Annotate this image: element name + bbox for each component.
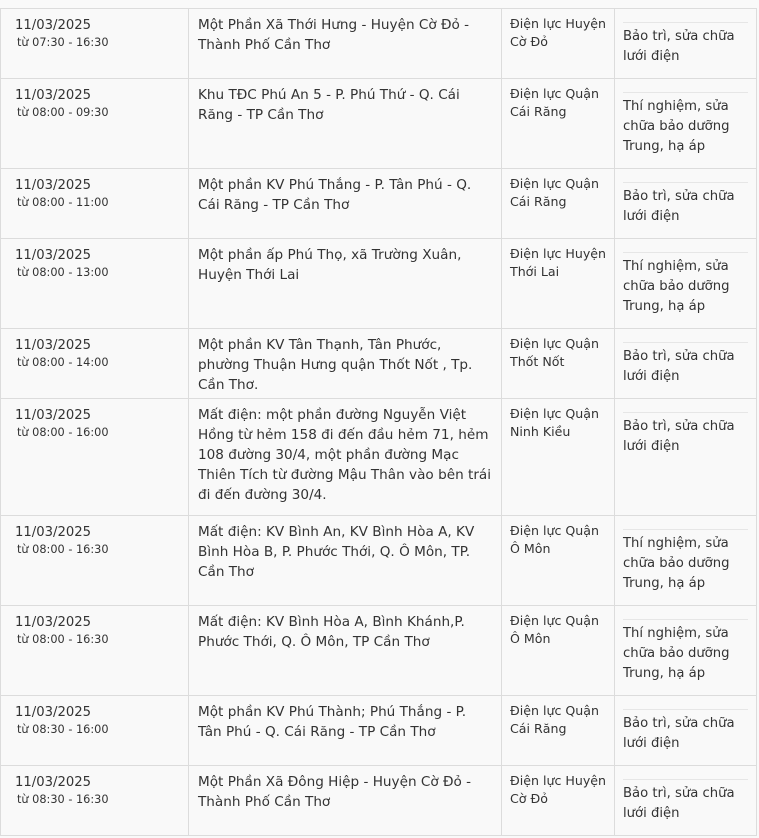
date-cell xyxy=(1,516,189,606)
outage-date: 11/03/2025 xyxy=(15,408,92,423)
outage-date: 11/03/2025 xyxy=(15,525,92,540)
outage-date: 11/03/2025 xyxy=(15,615,92,630)
outage-area: Mất điện: KV Bình Hòa A, Bình Khánh,P. Phước Thới, Q. Ô Môn, TP Cần Thơ xyxy=(198,614,465,650)
table-row xyxy=(1,169,757,239)
outage-reason: Thí nghiệm, sửa chữa bảo dưỡng Trung, hạ áp xyxy=(623,259,730,314)
reason-cell xyxy=(615,9,757,79)
outage-date: 11/03/2025 xyxy=(15,775,92,790)
unit-cell xyxy=(502,239,615,329)
outage-date: 11/03/2025 xyxy=(15,178,92,193)
area-cell xyxy=(189,9,502,79)
power-unit: Điện lực Huyện Cờ Đỏ xyxy=(510,16,607,49)
outage-time: từ 08:00 - 09:30 xyxy=(17,106,109,119)
reason-divider xyxy=(623,252,748,253)
date-cell xyxy=(1,79,189,169)
power-unit: Điện lực Huyện Cờ Đỏ xyxy=(510,773,607,806)
table-row xyxy=(1,696,757,766)
reason-cell xyxy=(615,79,757,169)
unit-cell xyxy=(502,766,615,836)
area-cell xyxy=(189,239,502,329)
outage-time: từ 07:30 - 16:30 xyxy=(17,36,109,49)
reason-divider xyxy=(623,342,748,343)
reason-divider xyxy=(623,709,748,710)
outage-reason: Bảo trì, sửa chữa lưới điện xyxy=(623,786,735,821)
reason-cell xyxy=(615,169,757,239)
outage-date: 11/03/2025 xyxy=(15,18,92,33)
reason-divider xyxy=(623,779,748,780)
power-unit: Điện lực Quận Ô Môn xyxy=(510,523,599,556)
outage-area: Một phần KV Phú Thắng - P. Tân Phú - Q. Cái Răng - TP Cần Thơ xyxy=(198,177,472,213)
date-cell xyxy=(1,169,189,239)
outage-reason: Thí nghiệm, sửa chữa bảo dưỡng Trung, hạ áp xyxy=(623,536,730,591)
outage-area: Một phần ấp Phú Thọ, xã Trường Xuân, Huyện Thới Lai xyxy=(198,247,462,283)
outage-reason: Bảo trì, sửa chữa lưới điện xyxy=(623,419,735,454)
reason-divider xyxy=(623,412,748,413)
unit-cell xyxy=(502,9,615,79)
outage-date: 11/03/2025 xyxy=(15,88,92,103)
area-cell xyxy=(189,766,502,836)
unit-cell xyxy=(502,516,615,606)
reason-divider xyxy=(623,92,748,93)
outage-time: từ 08:00 - 16:30 xyxy=(17,543,109,556)
table-row xyxy=(1,239,757,329)
date-cell xyxy=(1,399,189,516)
area-cell xyxy=(189,696,502,766)
power-unit: Điện lực Quận Cái Răng xyxy=(510,703,599,736)
area-cell xyxy=(189,399,502,516)
reason-cell xyxy=(615,766,757,836)
reason-divider xyxy=(623,529,748,530)
reason-cell xyxy=(615,696,757,766)
outage-time: từ 08:00 - 13:00 xyxy=(17,266,109,279)
reason-cell xyxy=(615,329,757,399)
outage-area: Khu TĐC Phú An 5 - P. Phú Thứ - Q. Cái Răng - TP Cần Thơ xyxy=(198,87,460,123)
outage-area: Mất điện: một phần đường Nguyễn Việt Hồng từ hẻm 158 đi đến đầu hẻm 71, hẻm 108 đường 30/4, một phần đường Mạc Thiên Tích từ đường Mậu Thân vào bên trái đi đến đường 30/4. xyxy=(198,407,492,503)
outage-time: từ 08:00 - 11:00 xyxy=(17,196,109,209)
table-row xyxy=(1,766,757,836)
outage-time: từ 08:00 - 16:00 xyxy=(17,426,109,439)
power-unit: Điện lực Quận Thốt Nốt xyxy=(510,336,599,369)
date-cell xyxy=(1,766,189,836)
area-cell xyxy=(189,606,502,696)
outage-schedule-table xyxy=(0,8,757,836)
reason-divider xyxy=(623,619,748,620)
reason-cell xyxy=(615,239,757,329)
reason-cell xyxy=(615,606,757,696)
outage-date: 11/03/2025 xyxy=(15,705,92,720)
unit-cell xyxy=(502,329,615,399)
outage-reason: Bảo trì, sửa chữa lưới điện xyxy=(623,716,735,751)
outage-area: Mất điện: KV Bình An, KV Bình Hòa A, KV Bình Hòa B, P. Phước Thới, Q. Ô Môn, TP. Cần Thơ xyxy=(198,524,475,580)
table-row xyxy=(1,329,757,399)
outage-reason: Bảo trì, sửa chữa lưới điện xyxy=(623,189,735,224)
outage-time: từ 08:00 - 14:00 xyxy=(17,356,109,369)
unit-cell xyxy=(502,399,615,516)
outage-time: từ 08:30 - 16:00 xyxy=(17,723,109,736)
power-unit: Điện lực Quận Cái Răng xyxy=(510,176,599,209)
outage-area: Một phần KV Phú Thành; Phú Thắng - P. Tân Phú - Q. Cái Răng - TP Cần Thơ xyxy=(198,704,467,740)
outage-date: 11/03/2025 xyxy=(15,338,92,353)
reason-divider xyxy=(623,182,748,183)
outage-reason: Bảo trì, sửa chữa lưới điện xyxy=(623,349,735,384)
area-cell xyxy=(189,329,502,399)
reason-divider xyxy=(623,22,748,23)
power-unit: Điện lực Huyện Thới Lai xyxy=(510,246,607,279)
date-cell xyxy=(1,696,189,766)
area-cell xyxy=(189,516,502,606)
outage-reason: Thí nghiệm, sửa chữa bảo dưỡng Trung, hạ áp xyxy=(623,99,730,154)
table-row xyxy=(1,399,757,516)
reason-cell xyxy=(615,516,757,606)
area-cell xyxy=(189,169,502,239)
power-unit: Điện lực Quận Cái Răng xyxy=(510,86,599,119)
reason-cell xyxy=(615,399,757,516)
unit-cell xyxy=(502,696,615,766)
outage-area: Một phần KV Tân Thạnh, Tân Phước, phường Thuận Hưng quận Thốt Nốt , Tp. Cần Thơ. xyxy=(198,337,473,393)
date-cell xyxy=(1,9,189,79)
outage-area: Một Phần Xã Đông Hiệp - Huyện Cờ Đỏ - Thành Phố Cần Thơ xyxy=(198,774,472,810)
outage-date: 11/03/2025 xyxy=(15,248,92,263)
table-row xyxy=(1,606,757,696)
power-unit: Điện lực Quận Ninh Kiều xyxy=(510,406,599,439)
outage-time: từ 08:30 - 16:30 xyxy=(17,793,109,806)
unit-cell xyxy=(502,606,615,696)
outage-reason: Bảo trì, sửa chữa lưới điện xyxy=(623,29,735,64)
outage-area: Một Phần Xã Thới Hưng - Huyện Cờ Đỏ - Thành Phố Cần Thơ xyxy=(198,17,470,53)
power-unit: Điện lực Quận Ô Môn xyxy=(510,613,599,646)
outage-time: từ 08:00 - 16:30 xyxy=(17,633,109,646)
table-row xyxy=(1,79,757,169)
date-cell xyxy=(1,329,189,399)
unit-cell xyxy=(502,79,615,169)
table-row xyxy=(1,9,757,79)
date-cell xyxy=(1,606,189,696)
area-cell xyxy=(189,79,502,169)
outage-reason: Thí nghiệm, sửa chữa bảo dưỡng Trung, hạ áp xyxy=(623,626,730,681)
unit-cell xyxy=(502,169,615,239)
date-cell xyxy=(1,239,189,329)
table-row xyxy=(1,516,757,606)
